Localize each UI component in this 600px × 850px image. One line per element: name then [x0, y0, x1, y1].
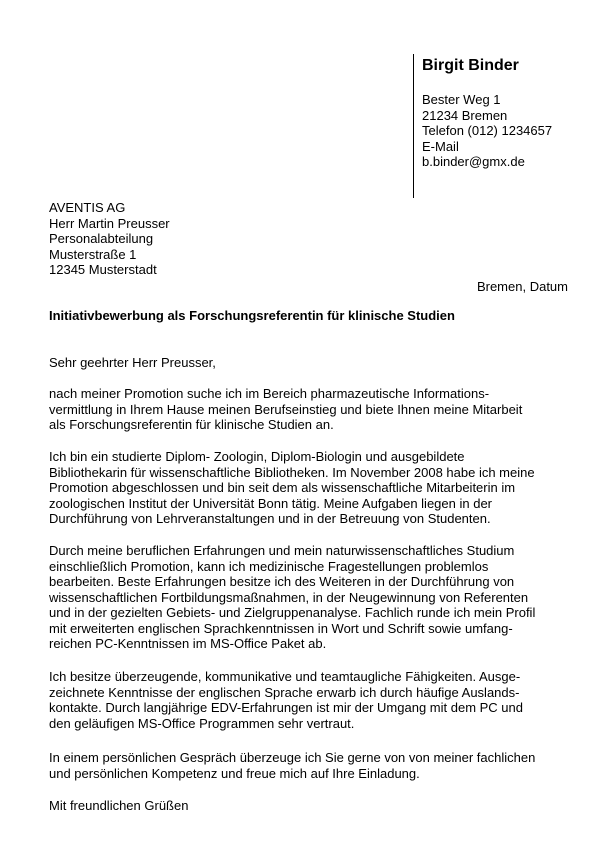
sender-email: b.binder@gmx.de	[422, 154, 525, 169]
paragraph-line: Bibliothekarin für wissenschaftliche Bibliotheken. Im November 2008 habe ich meine	[49, 464, 535, 480]
sender-divider-line	[413, 54, 414, 198]
paragraph-line: vermittlung in Ihrem Hause meinen Berufseinstieg und biete Ihnen meine Mitarbeit	[49, 401, 523, 417]
paragraph-line: nach meiner Promotion suche ich im Bereich pharmazeutische Informations-	[49, 386, 490, 401]
paragraph-line: als Forschungsreferentin für klinische Studien an.	[49, 417, 334, 432]
paragraph-line: reichen PC-Kenntnissen im MS-Office Paket ab.	[49, 636, 327, 651]
sender-email-label: E-Mail	[422, 138, 459, 154]
paragraph-experience	[49, 543, 579, 652]
paragraph-line: Ich bin ein studierte Diplom- Zoologin, Diplom-Biologin und ausgebildete	[49, 449, 465, 464]
paragraph-line: mit erweiterten englischen Sprachkenntnissen in Wort und Schrift sowie umfang-	[49, 620, 513, 636]
paragraph-line: einschließlich Promotion, kann ich medizinische Fragestellungen problemlos	[49, 558, 489, 574]
sender-street: Bester Weg 1	[422, 92, 501, 107]
paragraph-line: Promotion abgeschlossen und bin seit dem als wissenschaftliche Mitarbeiterin im	[49, 480, 516, 495]
recipient-company: AVENTIS AG	[49, 200, 126, 215]
recipient-contact: Herr Martin Preusser	[49, 215, 170, 231]
paragraph-intro	[49, 386, 579, 433]
paragraph-skills	[49, 669, 579, 731]
paragraph-line: bearbeiten. Beste Erfahrungen besitze ich des Weiteren in der Durchführung von	[49, 574, 515, 589]
sender-phone: Telefon (012) 1234657	[422, 123, 553, 138]
sender-city: 21234 Bremen	[422, 107, 508, 123]
sender-block	[422, 56, 597, 170]
paragraph-line: zoologischen Institut der Universität Bonn tätig. Meine Aufgaben liegen in der	[49, 495, 492, 511]
recipient-street: Musterstraße 1	[49, 246, 137, 262]
recipient-city: 12345 Musterstadt	[49, 262, 157, 277]
subject-line: Initiativbewerbung als Forschungsreferentin für klinische Studien	[49, 308, 455, 323]
closing-formula: Mit freundlichen Grüßen	[49, 798, 189, 813]
paragraph-line: zeichnete Kenntnisse der englischen Sprache erwarb ich durch häufige Auslands-	[49, 684, 520, 700]
paragraph-line: wissenschaftlichen Fortbildungsmaßnahmen, in der Neugewinnung von Referenten	[49, 589, 529, 605]
place-date: Bremen, Datum	[476, 279, 568, 294]
paragraph-line: und in der gezielten Gebiets- und Zielgruppenanalyse. Fachlich runde ich mein Profil	[49, 605, 536, 620]
paragraph-line: Durch meine beruflichen Erfahrungen und mein naturwissenschaftliches Studium	[49, 543, 515, 558]
salutation: Sehr geehrter Herr Preusser,	[49, 355, 216, 370]
paragraph-line: Durchführung von Lehrveranstaltungen und in der Betreuung von Studenten.	[49, 511, 491, 526]
paragraph-line: Ich besitze überzeugende, kommunikative und teamtaugliche Fähigkeiten. Ausge-	[49, 669, 521, 684]
paragraph-line: den geläufigen MS-Office Programmen sehr vertraut.	[49, 715, 355, 731]
paragraph-line: In einem persönlichen Gespräch überzeuge ich Sie gerne von von meiner fachlichen	[49, 750, 536, 765]
paragraph-line: und persönlichen Kompetenz und freue mich auf Ihre Einladung.	[49, 765, 420, 781]
recipient-department: Personalabteilung	[49, 231, 154, 246]
paragraph-closing-request	[49, 750, 579, 781]
paragraph-line: kontakte. Durch langjährige EDV-Erfahrungen ist mir der Umgang mit dem PC und	[49, 700, 523, 715]
sender-name: Birgit Binder	[422, 57, 519, 74]
recipient-block	[49, 200, 379, 278]
paragraph-qualifications	[49, 449, 579, 527]
